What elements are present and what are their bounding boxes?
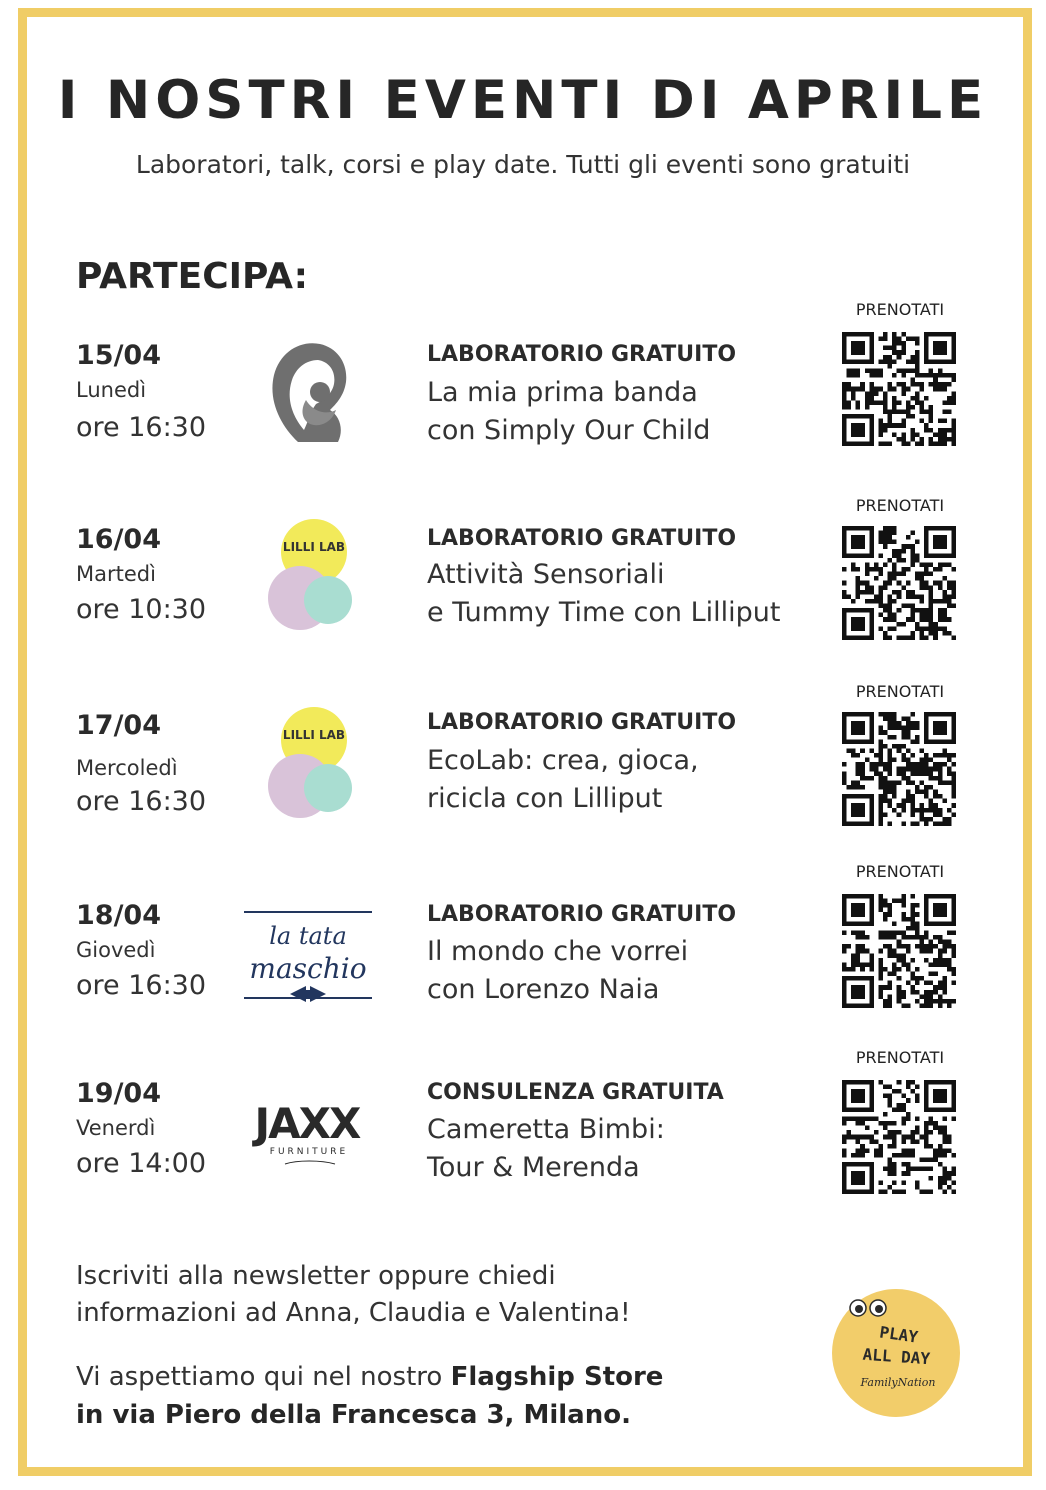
qr-label: PRENOTATI: [855, 1048, 945, 1067]
event-type: LABORATORIO GRATUITO: [427, 342, 737, 367]
event-day: Giovedì: [76, 938, 156, 962]
event-description: [427, 556, 780, 632]
event-day: Lunedì: [76, 378, 147, 402]
event-time: ore 16:30: [76, 970, 207, 1001]
lilli-lab-logo: [240, 706, 380, 826]
lilli-lab-logo: [240, 518, 380, 638]
page-title: I NOSTRI EVENTI DI APRILE: [57, 70, 989, 131]
store-info: [76, 1358, 776, 1434]
jaxx-logo-subtext: FURNITURE: [269, 1147, 349, 1157]
event-description-line: La mia prima banda: [427, 377, 698, 408]
event-description-line: ricicla con Lilliput: [427, 783, 663, 814]
event-description-line: e Tummy Time con Lilliput: [427, 597, 781, 628]
qr-code[interactable]: [842, 332, 956, 446]
store-info-prefix: Vi aspettiamo qui nel nostro: [76, 1362, 451, 1392]
event-description: [427, 374, 710, 450]
newsletter-line: informazioni ad Anna, Claudia e Valentina!: [76, 1298, 631, 1328]
event-row: [0, 856, 1046, 1016]
event-description: [427, 742, 699, 818]
event-day: Venerdì: [76, 1116, 156, 1140]
qr-code[interactable]: [842, 1080, 956, 1194]
event-time: ore 16:30: [76, 786, 207, 817]
qr-label: PRENOTATI: [855, 862, 945, 881]
badge-line-2: ALL DAY: [862, 1344, 931, 1369]
event-type: LABORATORIO GRATUITO: [427, 902, 737, 927]
qr-label: PRENOTATI: [855, 300, 945, 319]
event-day: Mercoledì: [76, 756, 178, 780]
event-day: Martedì: [76, 562, 156, 586]
store-address: in via Piero della Francesca 3, Milano.: [76, 1400, 631, 1430]
la-tata-maschio-logo-text: la tata: [269, 922, 347, 950]
event-description-line: Il mondo che vorrei: [427, 936, 689, 967]
qr-code[interactable]: [842, 526, 956, 640]
la-tata-maschio-logo-text: maschio: [249, 952, 367, 985]
la-tata-maschio-logo: [242, 906, 377, 1006]
event-type: LABORATORIO GRATUITO: [427, 526, 737, 551]
newsletter-text: [76, 1258, 776, 1332]
event-date: 19/04: [76, 1078, 162, 1109]
event-date: 15/04: [76, 340, 162, 371]
jaxx-furniture-logo: [245, 1090, 375, 1190]
event-description-line: Attività Sensoriali: [427, 559, 665, 590]
qr-code[interactable]: [842, 712, 956, 826]
badge-brand: FamilyNation: [860, 1376, 936, 1389]
event-description-line: Cameretta Bimbi:: [427, 1114, 665, 1145]
store-name: Flagship Store: [450, 1362, 664, 1392]
event-type: CONSULENZA GRATUITA: [427, 1080, 724, 1105]
newsletter-line: Iscriviti alla newsletter oppure chiedi: [76, 1261, 556, 1291]
event-description-line: EcoLab: crea, gioca,: [427, 745, 699, 776]
event-time: ore 10:30: [76, 594, 207, 625]
qr-label: PRENOTATI: [855, 496, 945, 515]
section-title: PARTECIPA:: [76, 256, 309, 297]
badge-line-1: PLAY: [878, 1322, 920, 1347]
event-row: [0, 482, 1046, 642]
event-description-line: con Simply Our Child: [427, 415, 711, 446]
lilli-lab-logo-text: LILLI LAB: [282, 728, 346, 742]
page-subtitle: Laboratori, talk, corsi e play date. Tutti gli eventi sono gratuiti: [135, 150, 911, 179]
event-row: [0, 296, 1046, 456]
event-date: 17/04: [76, 710, 162, 741]
event-date: 18/04: [76, 900, 162, 931]
lilli-lab-logo-text: LILLI LAB: [282, 540, 346, 554]
event-row: [0, 1044, 1046, 1204]
event-date: 16/04: [76, 524, 162, 555]
event-description-line: con Lorenzo Naia: [427, 974, 660, 1005]
event-time: ore 14:00: [76, 1148, 207, 1179]
qr-label: PRENOTATI: [855, 682, 945, 701]
play-all-day-badge: [822, 1288, 970, 1418]
event-type: LABORATORIO GRATUITO: [427, 710, 737, 735]
event-time: ore 16:30: [76, 412, 207, 443]
event-row: [0, 670, 1046, 830]
jaxx-logo-text: JAXX: [254, 1099, 360, 1148]
event-description: [427, 1111, 665, 1187]
qr-code[interactable]: [842, 894, 956, 1008]
simply-our-child-logo: [240, 330, 380, 450]
event-description: [427, 933, 688, 1009]
event-description-line: Tour & Merenda: [427, 1152, 640, 1183]
